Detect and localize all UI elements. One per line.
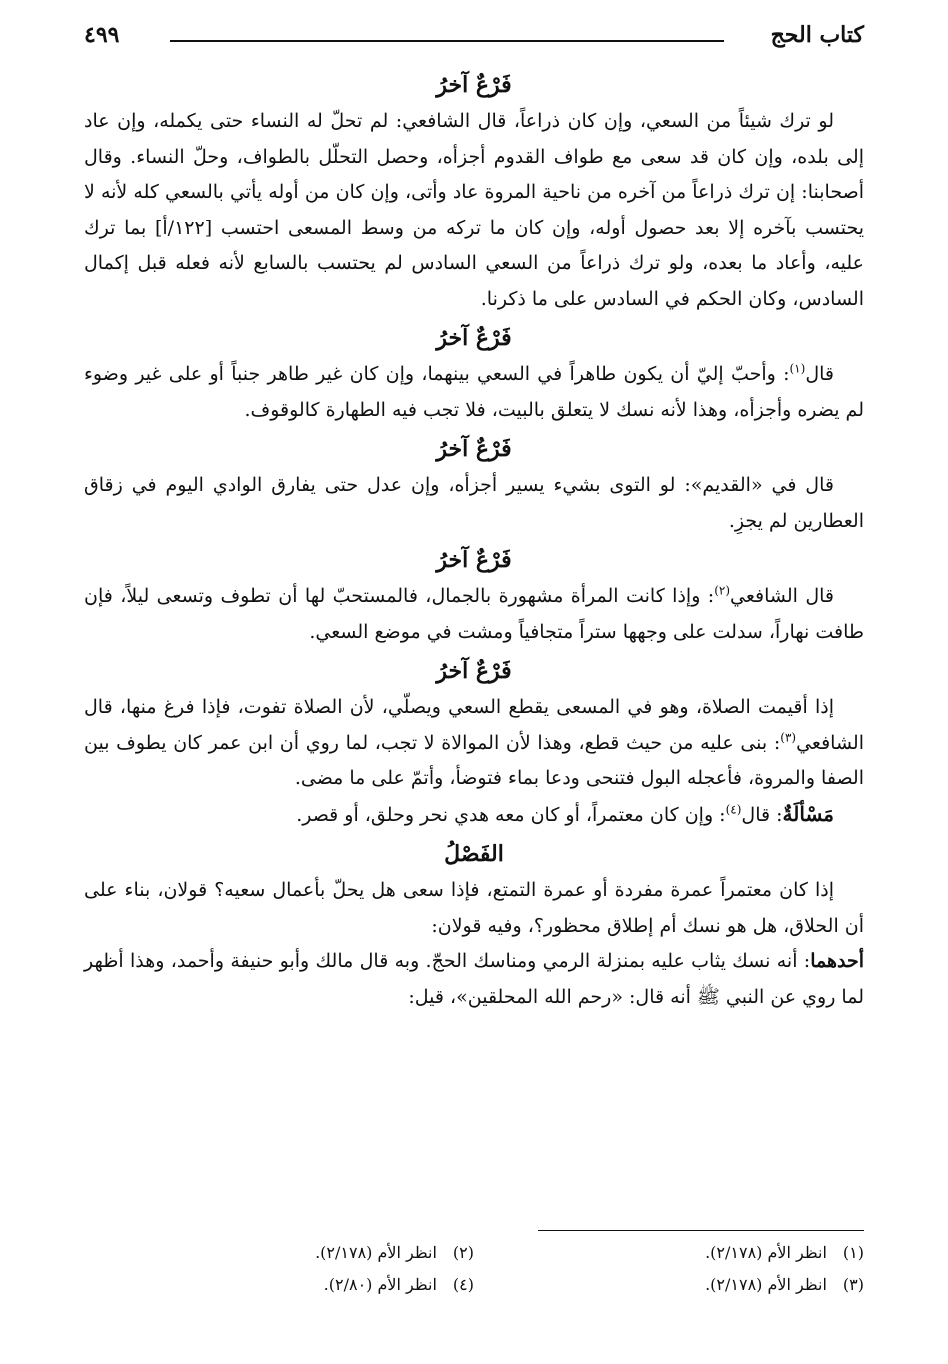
section-heading: فَرْعٌ آخرُ — [436, 658, 512, 684]
book-title: كتاب الحج — [770, 22, 864, 48]
paragraph-text: : أنه نسك يثاب عليه بمنزلة الرمي ومناسك الحجّ. وبه قال مالك وأبو حنيفة وأحمد، وهذا أظهر لما روي عن النبي ﷺ أنه قال: «رحم الله المحلقين»، قيل: — [84, 950, 864, 1008]
section-heading: فَرْعٌ آخرُ — [436, 436, 512, 462]
footnote — [474, 1240, 864, 1266]
paragraph-text: قال — [805, 363, 834, 385]
section-paragraph — [84, 579, 864, 650]
lead-word: أحدهما — [810, 950, 864, 972]
running-header — [84, 18, 864, 64]
footnote-number: (٣) — [842, 1275, 864, 1294]
footnote-text: انظر الأم (٢/١٧٨). — [315, 1243, 437, 1262]
paragraph-text: : وأحبّ إليّ أن يكون طاهراً في السعي بينهما، وإن كان غير طاهر جنباً أو على غير وضوء لم يضره وأجزأه، وهذا لأنه نسك لا يتعلق بالبيت، فلا تجب فيه الطهارة كالوقوف. — [84, 363, 864, 421]
footnote-ref: (٢) — [714, 583, 731, 598]
footnote-rule — [538, 1230, 864, 1231]
footnote-number: (١) — [842, 1243, 864, 1262]
masala-label: مَسْألَةٌ — [782, 801, 834, 826]
footnotes — [84, 1240, 864, 1298]
section-paragraph — [84, 357, 864, 428]
header-rule — [170, 40, 724, 42]
section-heading: فَرْعٌ آخرُ — [436, 325, 512, 351]
paragraph-text: : بنى عليه من حيث قطع، وهذا لأن الموالاة لا تجب، لما روي أن ابن عمر كان يطوف بين الصفا والمروة، فأعجله البول فتنحى ودعا بماء فتوضأ، وأتمّ على ما مضى. — [84, 731, 864, 789]
page-number: ٤٩٩ — [84, 22, 120, 48]
footnote-ref: (٤) — [725, 802, 742, 817]
paragraph-text: : وإذا كانت المرأة مشهورة بالجمال، فالمستحبّ لها أن تطوف وتسعى ليلاً، فإن طافت نهاراً، سدلت على وجهها ستراً متجافياً ومشت في موضع السعي. — [84, 585, 864, 643]
paragraph-text: : وإن كان معتمراً، أو كان معه هدي نحر وحلق، أو قصر. — [296, 803, 726, 826]
footnote-number: (٢) — [452, 1243, 474, 1262]
paragraph-text: قال الشافعي — [730, 585, 834, 607]
section-heading: فَرْعٌ آخرُ — [436, 547, 512, 573]
footnote — [84, 1272, 474, 1298]
footnote-ref: (١) — [789, 361, 806, 376]
footnote-text: انظر الأم (٢/٨٠). — [323, 1275, 437, 1294]
footnote — [84, 1240, 474, 1266]
section-paragraph: لو ترك شيئاً من السعي، وإن كان ذراعاً، قال الشافعي: لم تحلّ له النساء حتى يكمله، وإن عاد إلى بلده، وإن كان قد سعى مع طواف القدوم أجزأه، وحصل التحلّل بالطواف، وحلّ النساء. وقال أصحابنا: إن ترك ذراعاً من آخره من ناحية المروة عاد وأتى، وإن كان من أوله يأتي بالسعي كله لأنه لا يحتسب بآخره إلا بعد حصول أوله، وإن كان ما تركه من وسط المسعى احتسب [١٢٢/أ] بما ترك عليه، وأعاد ما بعده، ولو ترك ذراعاً من السعي السادس لم يحتسب بالسابع لأنه فعله قبل إكمال السادس، وكان الحكم في السادس على ما ذكرنا. — [84, 110, 864, 310]
section-heading: فَرْعٌ آخرُ — [436, 72, 512, 98]
masala-paragraph — [84, 797, 864, 834]
footnote-text: انظر الأم (٢/١٧٨). — [705, 1243, 827, 1262]
footnote-text: انظر الأم (٢/١٧٨). — [705, 1275, 827, 1294]
section-paragraph: قال في «القديم»: لو التوى بشيء يسير أجزأه، وإن عدل حتى يفارق الوادي اليوم في زقاق العطارين لم يجزِ. — [84, 474, 864, 532]
fasl-paragraph — [84, 944, 864, 1015]
fasl-paragraph: إذا كان معتمراً عمرة مفردة أو عمرة التمتع، فإذا سعى هل يحلّ بأعمال سعيه؟ قولان، بناء على أن الحلاق، هل هو نسك أم إطلاق محظور؟، وفيه قولان: — [84, 879, 864, 937]
section-paragraph — [84, 690, 864, 797]
footnote — [474, 1272, 864, 1298]
paragraph-text: إذا أقيمت الصلاة، وهو في المسعى يقطع السعي ويصلّي، لأن الصلاة تفوت، فإذا فرغ منها، قال الشافعي — [84, 696, 864, 754]
fasl-heading: الفَصْلُ — [444, 841, 504, 867]
footnote-ref: (٣) — [780, 730, 797, 745]
footnote-number: (٤) — [452, 1275, 474, 1294]
paragraph-text: : قال — [741, 803, 783, 826]
